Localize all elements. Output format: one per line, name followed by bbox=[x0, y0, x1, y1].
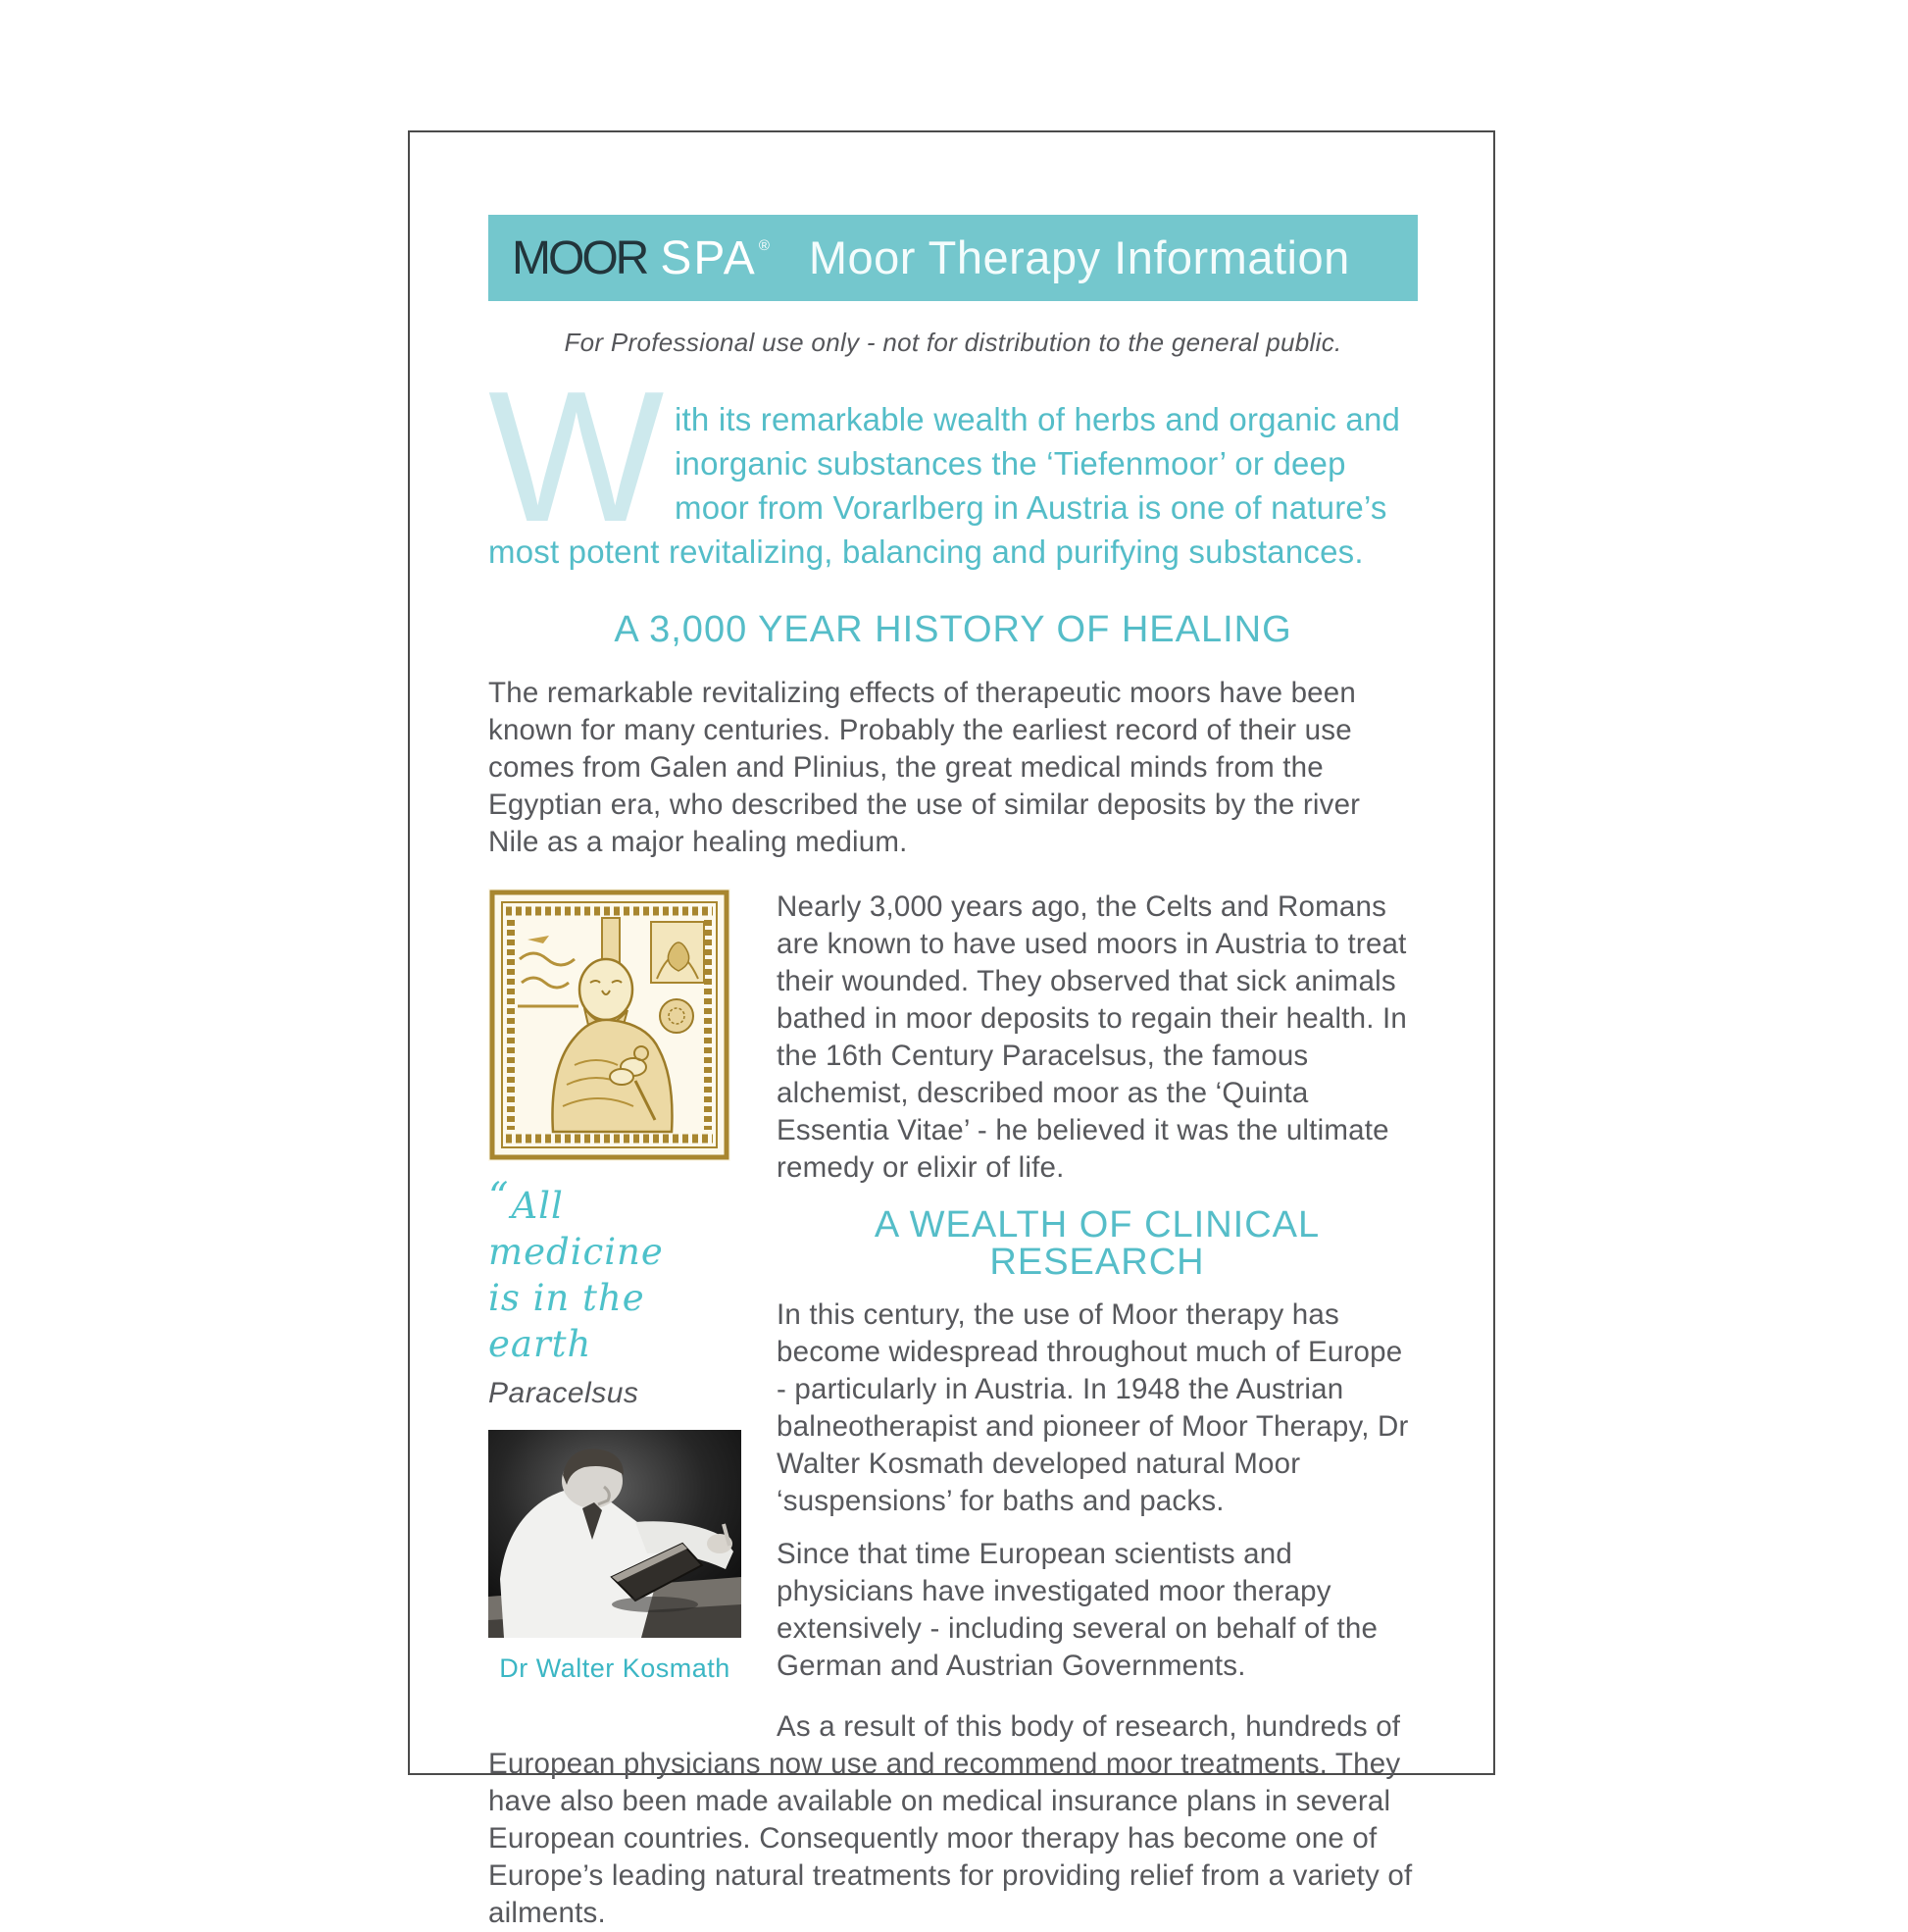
paracelsus-engraving-image bbox=[488, 889, 730, 1161]
research-paragraph-1: In this century, the use of Moor therapy has become widespread throughout much of Europe - particularly in Austria. In 1948 the Austrian balneotherapist and pioneer of Moor Therapy, Dr Walter Kosmath developed natural Moor ‘suspensions’ for baths and packs. bbox=[777, 1298, 1409, 1517]
document-page bbox=[408, 130, 1495, 1929]
open-quote-mark: “ bbox=[488, 1175, 510, 1220]
dropcap-w: W bbox=[488, 353, 665, 561]
left-image-rail bbox=[488, 889, 741, 1736]
quote-line-2: is in the earth bbox=[488, 1277, 645, 1365]
logo-moor-wordmark: MOOR bbox=[512, 232, 647, 284]
intro-text: ith its remarkable wealth of herbs and organic and inorganic substances the ‘Tiefenmoor’ or deep moor from Vorarlberg in Austria is one of nature’s most potent revitalizing, balancing and purifying substances. bbox=[488, 401, 1401, 570]
professional-notice: For Professional use only - not for distribution to the general public. bbox=[564, 328, 1342, 357]
page-title: Moor Therapy Information bbox=[808, 231, 1350, 283]
section-heading-history: A 3,000 YEAR HISTORY OF HEALING bbox=[614, 609, 1292, 650]
research-paragraph-3: As a result of this body of research, hundreds of European physicians now use and recommend moor treatments. They have also been made available on medical insurance plans in several European countries. Consequently moor therapy has become one of Europe’s leading natural treatments for providing relief from a variety of ailments. bbox=[488, 1710, 1413, 1929]
kosmath-photo-image bbox=[488, 1430, 741, 1638]
section-heading-research: A WEALTH OF CLINICAL RESEARCH bbox=[874, 1204, 1321, 1283]
moorspa-logo bbox=[512, 230, 1350, 285]
quote-attribution: Paracelsus bbox=[488, 1377, 639, 1409]
logo-spa-wordmark: SPA bbox=[660, 232, 757, 284]
registered-trademark-icon: ® bbox=[758, 237, 770, 254]
paracelsus-quote bbox=[488, 1175, 741, 1367]
intro-paragraph bbox=[488, 353, 1418, 574]
photo-caption: Dr Walter Kosmath bbox=[499, 1653, 730, 1683]
brand-bar bbox=[488, 215, 1418, 301]
history-paragraph-2: Nearly 3,000 years ago, the Celts and Romans are known to have used moors in Austria to treat their wounded. They observed that sick animals bathed in moor deposits to regain their health. In the 16th Century Paracelsus, the famous alchemist, described moor as the ‘Quinta Essentia Vitae’ - he believed it was the ultimate remedy or elixir of life. bbox=[777, 890, 1408, 1184]
history-paragraph-1: The remarkable revitalizing effects of therapeutic moors have been known for many centuries. Probably the earliest record of their use comes from Galen and Plinius, the great medical minds from the Egyptian era, who described the use of similar deposits by the river Nile as a major healing medium. bbox=[488, 677, 1361, 858]
research-paragraph-2: Since that time European scientists and physicians have investigated moor therapy extensively - including several on behalf of the German and Austrian Governments. bbox=[777, 1538, 1379, 1682]
two-column-flow bbox=[488, 889, 1418, 1932]
quote-line-1: All medicine bbox=[488, 1185, 664, 1273]
